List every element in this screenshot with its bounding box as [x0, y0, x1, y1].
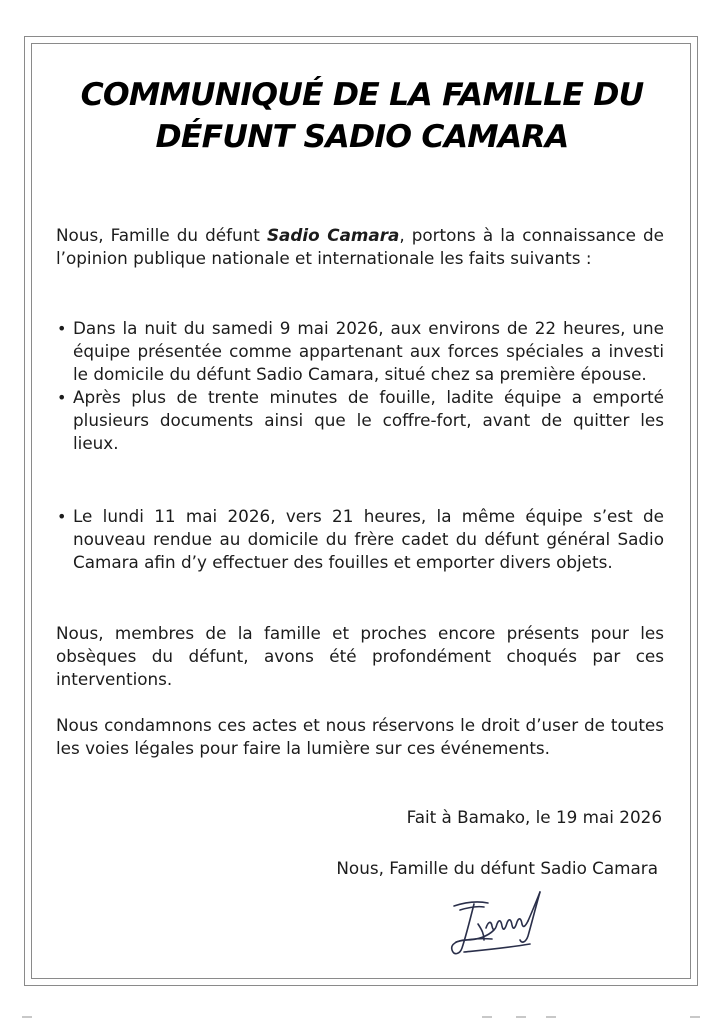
- list-item: [56, 505, 664, 574]
- intro-text-before: Nous, Famille du défunt: [56, 225, 267, 245]
- intro-text-after: , portons à la connaissance de l’opinion publique nationale et internationale les faits suivants :: [56, 225, 664, 268]
- condemn-paragraph: [56, 714, 664, 760]
- handwritten-signature: [444, 884, 556, 964]
- scan-edge-marks: [0, 1014, 724, 1024]
- condemn-paragraph-text: Nous condamnons ces actes et nous réservons le droit d’user de toutes les voies légales pour faire la lumière sur ces événements.: [56, 715, 664, 758]
- place-and-date: Fait à Bamako, le 19 mai 2026: [406, 807, 662, 827]
- deceased-name: Sadio Camara: [266, 225, 400, 245]
- signatory-line: Nous, Famille du défunt Sadio Camara: [336, 858, 658, 878]
- bullet-marker: •: [57, 507, 67, 526]
- members-paragraph-text: Nous, membres de la famille et proches encore présents pour les obsèques du défunt, avons été profondément choqués par ces interventions.: [56, 623, 664, 689]
- title-line-1: COMMUNIQUÉ DE LA FAMILLE DU: [80, 77, 644, 113]
- list-item: [56, 386, 664, 455]
- list-item-text: Le lundi 11 mai 2026, vers 21 heures, la même équipe s’est de nouveau rendue au domicile du frère cadet du défunt général Sadio Camara afin d’y effectuer des fouilles et emporter divers objets.: [73, 506, 664, 572]
- bullet-marker: •: [57, 319, 67, 338]
- list-item: [56, 317, 664, 386]
- list-item-text: Dans la nuit du samedi 9 mai 2026, aux environs de 22 heures, une équipe présentée comme appartenant aux forces spéciales a investi le domicile du défunt Sadio Camara, situé chez sa première épouse.: [73, 318, 664, 384]
- intro-paragraph: [56, 224, 664, 270]
- bullet-marker: •: [57, 388, 67, 407]
- bullet-list-second: [56, 505, 664, 574]
- members-paragraph: [56, 622, 664, 691]
- title-line-2: DÉFUNT SADIO CAMARA: [155, 119, 569, 155]
- list-item-text: Après plus de trente minutes de fouille, ladite équipe a emporté plusieurs documents ainsi que le coffre-fort, avant de quitter les lieux.: [73, 387, 664, 453]
- bullet-list: [56, 317, 664, 455]
- document-title: [40, 74, 684, 158]
